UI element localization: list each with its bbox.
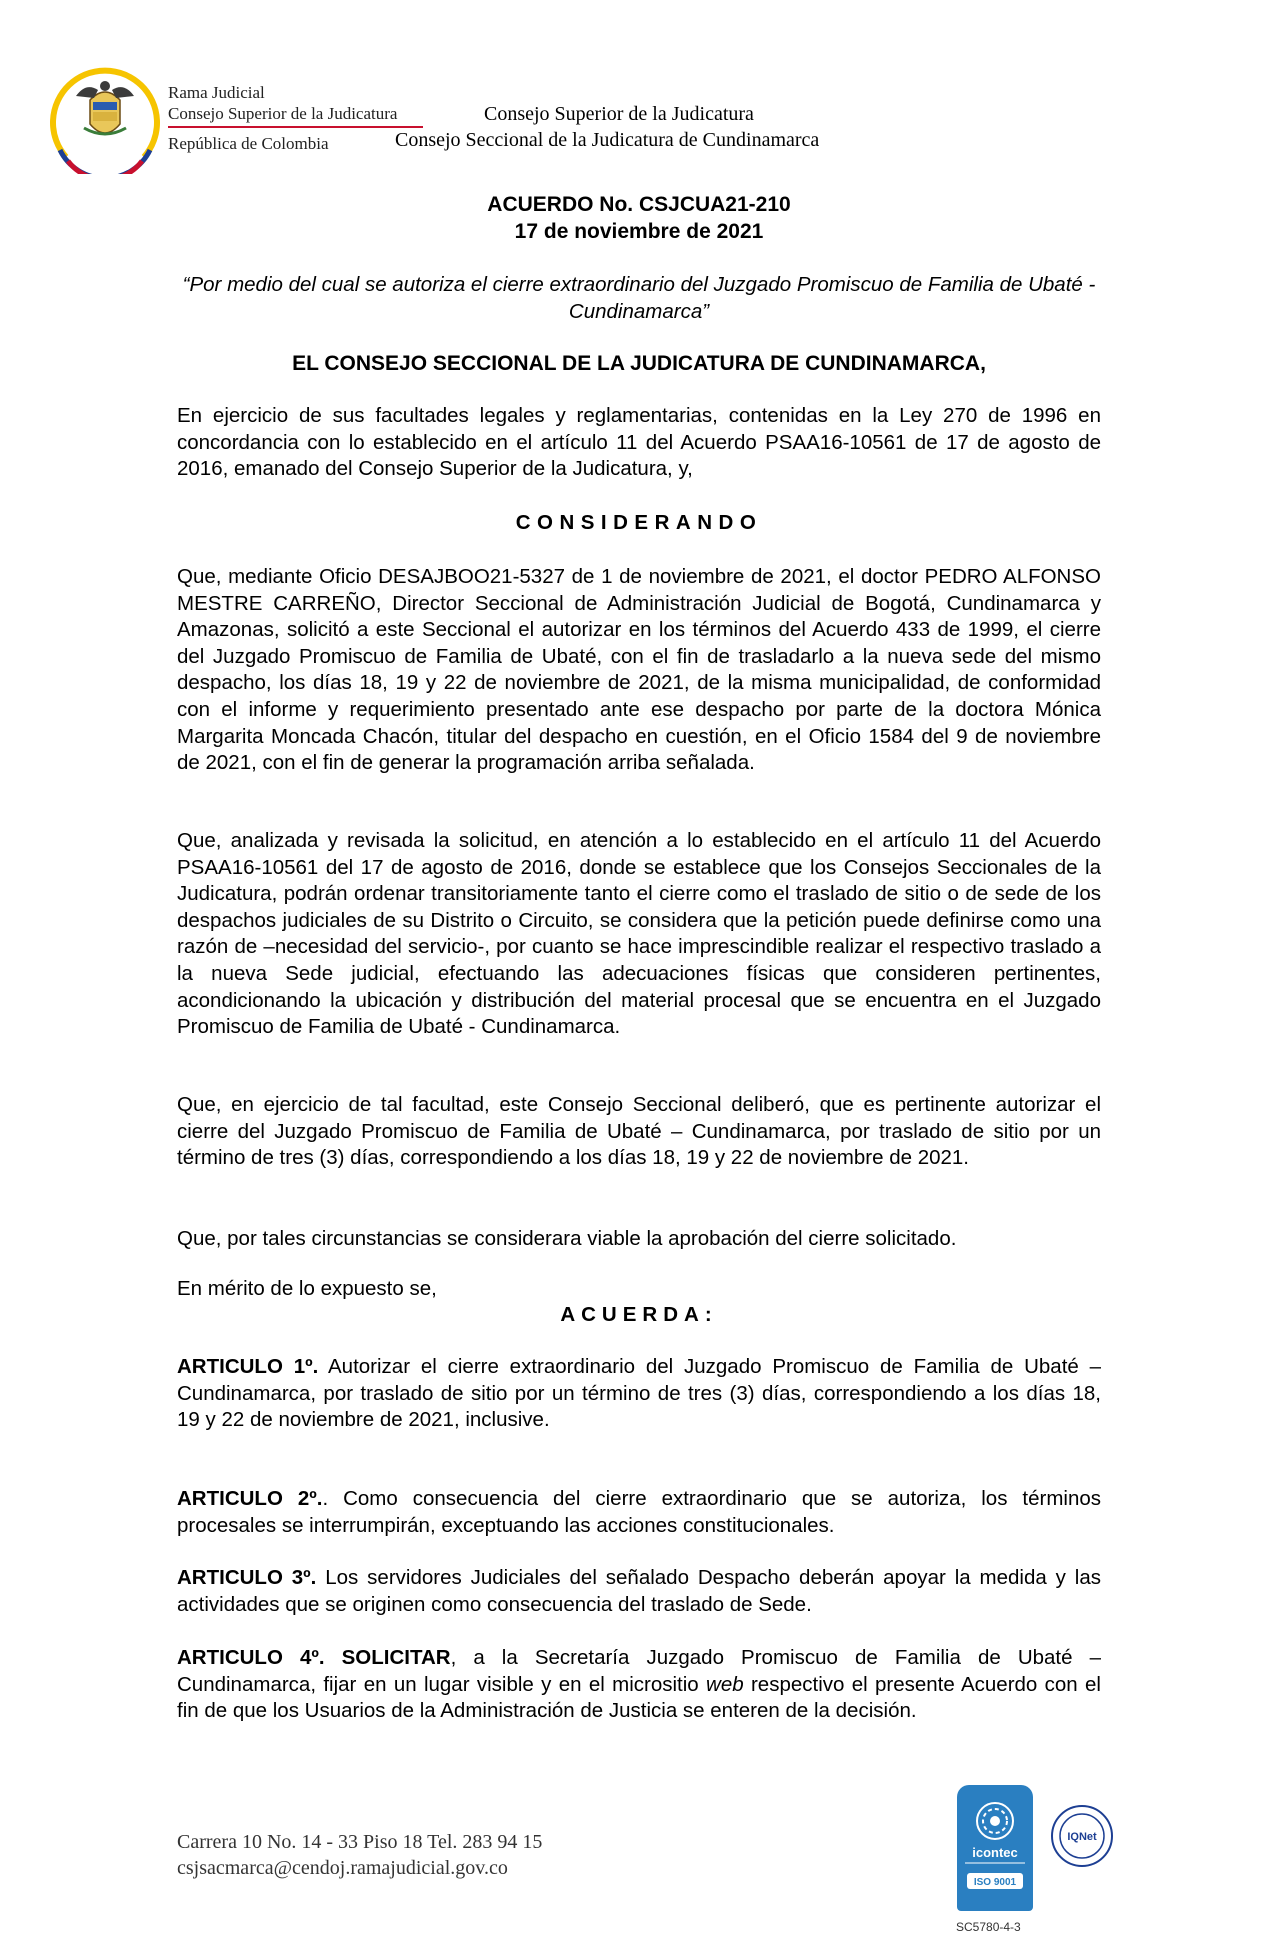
article-1-text: Autorizar el cierre extraordinario del Juzgado Promiscuo de Familia de Ubaté – Cundinamarca, por traslado de sitio por un término de tres (3) días, correspondiendo a los días 18, 19 y 22 de noviembre de 2021, inclusive. — [177, 1355, 1101, 1432]
iqnet-label: IQNet — [1067, 1831, 1097, 1843]
iqnet-seal-icon — [1050, 1804, 1114, 1868]
header-title-line2: Consejo Seccional de la Judicatura de Cundinamarca — [395, 129, 820, 151]
brand-rama-judicial: Rama Judicial — [168, 83, 265, 102]
header-title-line1: Consejo Superior de la Judicatura — [484, 103, 754, 125]
brand-republica: República de Colombia — [168, 134, 329, 153]
article-4 — [177, 1645, 1101, 1725]
acuerdo-title — [177, 191, 1101, 245]
considerando-paragraph-4: Que, por tales circunstancias se considerara viable la aprobación del cierre solicitado. — [177, 1227, 957, 1250]
institution-brand — [168, 82, 423, 154]
footer-address: Carrera 10 No. 14 - 33 Piso 18 Tel. 283 94 15 — [177, 1831, 543, 1853]
preamble-paragraph: En ejercicio de sus facultades legales y reglamentarias, contenidas en la Ley 270 de 1996 en concordancia con lo establecido en el artículo 11 del Acuerdo PSAA16-10561 de 17 de agosto de 2016, emanado del Consejo Superior de la Judicatura, y, — [177, 404, 1101, 481]
icontec-label: icontec — [972, 1845, 1018, 1860]
footer-contact — [177, 1829, 542, 1881]
considerando-paragraph-3: Que, en ejercicio de tal facultad, este Consejo Seccional deliberó, que es pertinente autorizar el cierre del Juzgado Promiscuo de Familia de Ubaté – Cundinamarca, por traslado de sitio por un término de tres (3) días, correspondiendo a los días 18, 19 y 22 de noviembre de 2021. — [177, 1093, 1101, 1170]
acuerda-heading: ACUERDA: — [560, 1303, 718, 1326]
considerando-paragraph-1: Que, mediante Oficio DESAJBOO21-5327 de 1 de noviembre de 2021, el doctor PEDRO ALFONSO MESTRE CARREÑO, Director Seccional de Administración Judicial de Bogotá, Cundinamarca y Amazonas, solicitó a este Seccional el autorizar en los términos del Acuerdo 433 de 1999, el cierre del Juzgado Promiscuo de Familia de Ubaté, con el fin de trasladarlo a la nueva sede del mismo despacho, los días 18, 19 y 22 de noviembre de 2021, de la misma municipalidad, de conformidad con el informe y requerimiento presentado ante ese despacho por parte de la doctora Mónica Margarita Moncada Chacón, titular del despacho en cuestión, en el Oficio 1584 del 9 de noviembre de 2021, con el fin de generar la programación arriba señalada. — [177, 565, 1101, 775]
article-3-text: Los servidores Judiciales del señalado Despacho deberán apoyar la medida y las actividades que se originen como consecuencia del traslado de Sede. — [177, 1566, 1101, 1616]
iso-label: ISO 9001 — [973, 1877, 1017, 1888]
article-3 — [177, 1565, 1101, 1618]
merito-line: En mérito de lo expuesto se, — [177, 1277, 437, 1300]
article-2-label: ARTICULO 2º. — [177, 1487, 323, 1510]
article-1-label: ARTICULO 1º. — [177, 1355, 319, 1378]
acuerdo-subject: “Por medio del cual se autoriza el cierre extraordinario del Juzgado Promiscuo de Familia de Ubaté - Cundinamarca” — [182, 273, 1096, 323]
acuerdo-date: 17 de noviembre de 2021 — [514, 220, 764, 243]
article-4-text-a: , a la Secretaría Juzgado Promiscuo de Familia de Ubaté – Cundinamarca, fijar en un lugar visible y en el micrositio — [177, 1646, 1101, 1696]
article-2-text: . Como consecuencia del cierre extraordinario que se autoriza, los términos procesales se interrumpirán, exceptuando las acciones constitucionales. — [177, 1487, 1102, 1537]
article-1 — [177, 1354, 1101, 1434]
icontec-seal-icon — [957, 1785, 1033, 1911]
article-4-label: ARTICULO 4º. SOLICITAR — [177, 1646, 451, 1669]
brand-consejo-superior: Consejo Superior de la Judicatura — [168, 103, 423, 128]
article-2 — [177, 1486, 1101, 1539]
article-3-label: ARTICULO 3º. — [177, 1566, 317, 1589]
considerando-paragraph-2: Que, analizada y revisada la solicitud, en atención a lo establecido en el artículo 11 del Acuerdo PSAA16-10561 del 17 de agosto de 2016, donde se establece que los Consejos Seccionales de la Judicatura, podrán ordenar transitoriamente tanto el cierre como el traslado de sitio o de sede de los despachos judiciales de su Distrito o Circuito, se considera que la petición puede definirse como una razón de –necesidad del servicio-, por cuanto se hace imprescindible realizar el respectivo traslado a la nueva Sede judicial, efectuando las adecuaciones físicas que consideren pertinentes, acondicionando la ubicación y distribución del material procesal que se encuentra en el Juzgado Promiscuo de Familia de Ubaté - Cundinamarca. — [177, 829, 1101, 1039]
footer-email: csjsacmarca@cendoj.ramajudicial.gov.co — [177, 1857, 508, 1879]
article-4-web: web — [706, 1672, 744, 1696]
icontec-badge — [957, 1785, 1033, 1911]
considerando-heading: CONSIDERANDO — [515, 511, 763, 534]
coat-of-arms-logo — [46, 62, 164, 174]
acuerdo-number: ACUERDO No. CSJCUA21-210 — [487, 193, 791, 216]
certificate-code: SC5780-4-3 — [956, 1920, 1021, 1934]
article-4-text-b: respectivo el presente Acuerdo con el fin de que los Usuarios de la Administración de Justicia se enteren de la decisión. — [177, 1672, 1101, 1723]
issuer-heading: EL CONSEJO SECCIONAL DE LA JUDICATURA DE CUNDINAMARCA, — [292, 352, 986, 375]
